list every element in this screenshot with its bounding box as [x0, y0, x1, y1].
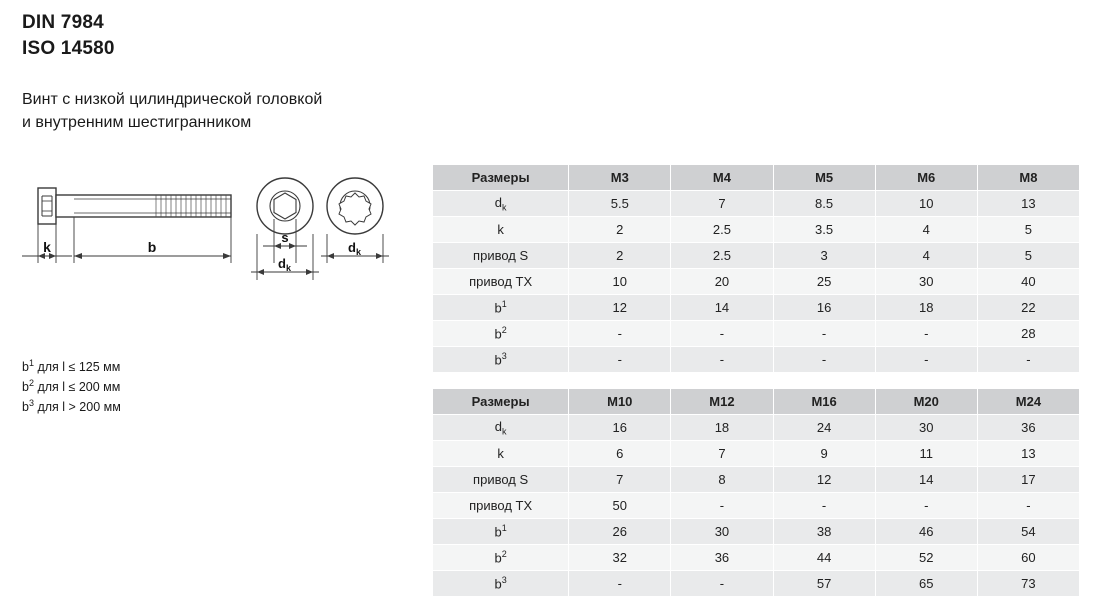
table-header-row	[433, 165, 1080, 191]
cell: -	[569, 571, 671, 597]
cell: 50	[569, 493, 671, 519]
cell: 8.5	[773, 191, 875, 217]
column-header-m12: M12	[671, 389, 773, 415]
column-header-m6: M6	[875, 165, 977, 191]
screw-front-view-torx	[327, 178, 383, 234]
column-header-m8: M8	[977, 165, 1079, 191]
cell: 14	[671, 295, 773, 321]
row-label-k: k	[433, 217, 569, 243]
table-header-row	[433, 389, 1080, 415]
column-header-m3: M3	[569, 165, 671, 191]
cell: 25	[773, 269, 875, 295]
column-header-m10: M10	[569, 389, 671, 415]
row-label-drive-tx: привод TX	[433, 493, 569, 519]
cell: 3	[773, 243, 875, 269]
column-header-sizes: Размеры	[433, 165, 569, 191]
column-header-sizes: Размеры	[433, 389, 569, 415]
cell: 13	[977, 441, 1079, 467]
cell: 18	[875, 295, 977, 321]
cell: 60	[977, 545, 1079, 571]
cell: 17	[977, 467, 1079, 493]
cell: -	[977, 493, 1079, 519]
footnotes	[22, 355, 121, 415]
cell: 22	[977, 295, 1079, 321]
product-description	[22, 88, 422, 134]
cell: 12	[569, 295, 671, 321]
table-row	[433, 545, 1080, 571]
cell: -	[875, 493, 977, 519]
technical-drawing	[8, 168, 418, 308]
dimensions-table-1-wrapper	[432, 164, 1080, 373]
cell: 5	[977, 217, 1079, 243]
column-header-m16: M16	[773, 389, 875, 415]
cell: 44	[773, 545, 875, 571]
cell: -	[875, 347, 977, 373]
cell: 18	[671, 415, 773, 441]
screw-front-view-hex	[257, 178, 313, 234]
cell: 40	[977, 269, 1079, 295]
table-row	[433, 347, 1080, 373]
footnote-1: $b^1$ для l ≤ 125 мм	[22, 358, 121, 375]
description-line-2: и внутренним шестигранником	[22, 114, 252, 131]
cell: 52	[875, 545, 977, 571]
standard-title	[22, 10, 422, 62]
table-row	[433, 519, 1080, 545]
left-column	[22, 10, 422, 134]
row-label-b3: $b^3$	[433, 571, 569, 597]
cell: 7	[671, 191, 773, 217]
cell: -	[977, 347, 1079, 373]
cell: 7	[671, 441, 773, 467]
cell: -	[569, 321, 671, 347]
row-label-b1: $b^1$	[433, 295, 569, 321]
row-label-drive-s: привод S	[433, 243, 569, 269]
dimensions-table-2	[432, 388, 1080, 597]
cell: 2.5	[671, 217, 773, 243]
cell: -	[569, 347, 671, 373]
cell: 4	[875, 217, 977, 243]
cell: -	[773, 347, 875, 373]
row-label-dk: $d_k$	[433, 415, 569, 441]
cell: 32	[569, 545, 671, 571]
cell: 11	[875, 441, 977, 467]
cell: 4	[875, 243, 977, 269]
table-row	[433, 467, 1080, 493]
cell: 8	[671, 467, 773, 493]
table-row	[433, 441, 1080, 467]
cell: 2	[569, 217, 671, 243]
cell: 30	[671, 519, 773, 545]
standard-din: DIN 7984	[22, 12, 104, 33]
row-label-drive-tx: привод TX	[433, 269, 569, 295]
cell: -	[773, 493, 875, 519]
dimension-label-dk-front: $d_k$	[348, 240, 361, 257]
cell: 30	[875, 415, 977, 441]
cell: 16	[569, 415, 671, 441]
cell: -	[773, 321, 875, 347]
cell: -	[671, 347, 773, 373]
row-label-k: k	[433, 441, 569, 467]
cell: 14	[875, 467, 977, 493]
cell: 5	[977, 243, 1079, 269]
table-row	[433, 321, 1080, 347]
cell: -	[671, 321, 773, 347]
table-row	[433, 191, 1080, 217]
dimensions-table-2-wrapper	[432, 388, 1080, 597]
cell: 16	[773, 295, 875, 321]
cell: 57	[773, 571, 875, 597]
column-header-m5: M5	[773, 165, 875, 191]
cell: 12	[773, 467, 875, 493]
row-label-b1: $b^1$	[433, 519, 569, 545]
row-label-b3: $b^3$	[433, 347, 569, 373]
row-label-drive-s: привод S	[433, 467, 569, 493]
table-row	[433, 571, 1080, 597]
cell: 46	[875, 519, 977, 545]
table-row	[433, 415, 1080, 441]
dimension-label-k: k	[43, 239, 51, 255]
cell: 2.5	[671, 243, 773, 269]
cell: 26	[569, 519, 671, 545]
cell: -	[671, 571, 773, 597]
cell: 36	[977, 415, 1079, 441]
cell: -	[671, 493, 773, 519]
cell: 24	[773, 415, 875, 441]
dimension-label-s: s	[281, 230, 289, 245]
table-row	[433, 493, 1080, 519]
cell: 36	[671, 545, 773, 571]
footnote-3: $b^3$ для l > 200 мм	[22, 398, 121, 415]
cell: 10	[569, 269, 671, 295]
standard-iso: ISO 14580	[22, 38, 115, 59]
cell: 2	[569, 243, 671, 269]
cell: -	[875, 321, 977, 347]
cell: 3.5	[773, 217, 875, 243]
dimensions-table-1	[432, 164, 1080, 373]
table-row	[433, 269, 1080, 295]
description-line-1: Винт с низкой цилиндрической головкой	[22, 91, 323, 108]
table-row	[433, 243, 1080, 269]
dimension-label-b: b	[147, 239, 157, 255]
cell: 65	[875, 571, 977, 597]
row-label-dk: $d_k$	[433, 191, 569, 217]
cell: 73	[977, 571, 1079, 597]
column-header-m20: M20	[875, 389, 977, 415]
cell: 28	[977, 321, 1079, 347]
cell: 54	[977, 519, 1079, 545]
cell: 10	[875, 191, 977, 217]
dimension-label-dk-side: $d_k$	[278, 256, 291, 273]
column-header-m4: M4	[671, 165, 773, 191]
column-header-m24: M24	[977, 389, 1079, 415]
cell: 20	[671, 269, 773, 295]
row-label-b2: $b^2$	[433, 321, 569, 347]
screw-side-view	[38, 188, 231, 224]
footnote-2: $b^2$ для l ≤ 200 мм	[22, 378, 121, 395]
cell: 38	[773, 519, 875, 545]
cell: 9	[773, 441, 875, 467]
cell: 30	[875, 269, 977, 295]
cell: 6	[569, 441, 671, 467]
cell: 7	[569, 467, 671, 493]
row-label-b2: $b^2$	[433, 545, 569, 571]
cell: 5.5	[569, 191, 671, 217]
table-row	[433, 295, 1080, 321]
table-row	[433, 217, 1080, 243]
cell: 13	[977, 191, 1079, 217]
